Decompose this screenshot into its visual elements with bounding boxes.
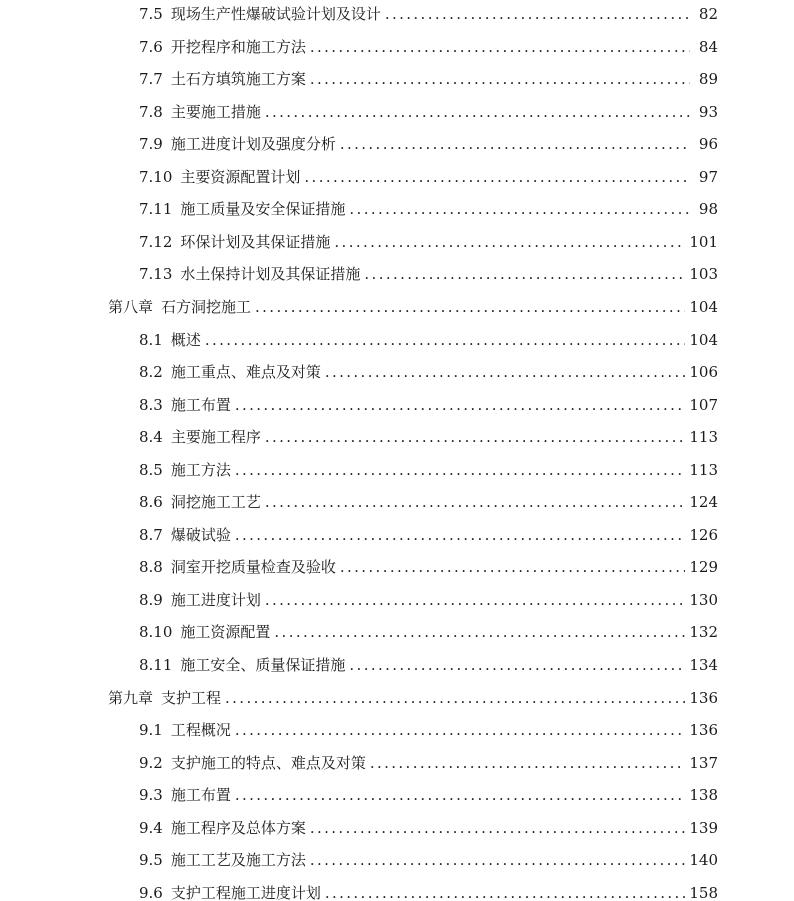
toc-entry-page-number: 138 xyxy=(689,786,718,805)
toc-section-entry[interactable] xyxy=(139,881,718,901)
toc-section-entry[interactable] xyxy=(139,653,718,677)
toc-entry-title: 施工布置 xyxy=(170,395,231,414)
toc-entry-title: 工程概况 xyxy=(170,721,231,740)
toc-entry-number: 8.9 xyxy=(139,590,163,609)
toc-entry-title: 施工质量及安全保证措施 xyxy=(180,200,346,219)
dot-leader xyxy=(364,262,685,286)
toc-entry-page-number: 103 xyxy=(689,265,718,284)
toc-section-entry[interactable] xyxy=(139,393,718,417)
toc-entry-title: 施工进度计划及强度分析 xyxy=(170,135,336,154)
toc-entry-title: 支护工程 xyxy=(161,688,222,707)
toc-entry-page-number: 113 xyxy=(689,460,718,479)
toc-section-entry[interactable] xyxy=(139,490,718,514)
toc-entry-number: 8.11 xyxy=(139,656,173,674)
toc-entry-number: 8.7 xyxy=(139,525,163,544)
toc-entry-number: 9.4 xyxy=(139,818,163,837)
toc-entry-title: 主要施工措施 xyxy=(170,102,261,121)
toc-entry-page-number: 82 xyxy=(698,5,718,23)
toc-section-entry[interactable] xyxy=(139,360,718,384)
toc-entry-number: 9.2 xyxy=(139,753,163,772)
toc-entry-page-number: 106 xyxy=(689,363,718,382)
dot-leader xyxy=(325,881,685,901)
toc-section-entry[interactable] xyxy=(139,425,718,449)
toc-entry-number: 8.3 xyxy=(139,395,163,414)
dot-leader xyxy=(310,67,690,91)
toc-entry-number: 第八章 xyxy=(108,297,154,316)
toc-entry-title: 施工安全、质量保证措施 xyxy=(180,656,346,674)
dot-leader xyxy=(274,620,685,644)
dot-leader xyxy=(235,458,685,482)
toc-section-entry[interactable] xyxy=(139,848,718,872)
toc-entry-title: 施工程序及总体方案 xyxy=(170,818,306,837)
toc-entry-number: 7.11 xyxy=(139,200,173,219)
toc-section-entry[interactable] xyxy=(139,523,718,547)
toc-entry-number: 7.6 xyxy=(139,37,163,56)
toc-entry-title: 开挖程序和施工方法 xyxy=(170,37,306,56)
dot-leader xyxy=(325,360,685,384)
toc-entry-page-number: 137 xyxy=(689,753,718,772)
toc-entry-title: 施工进度计划 xyxy=(170,590,261,609)
toc-entry-number: 8.1 xyxy=(139,330,163,349)
toc-entry-title: 洞挖施工工艺 xyxy=(170,493,261,512)
toc-entry-page-number: 129 xyxy=(689,558,718,577)
toc-entry-title: 施工方法 xyxy=(170,460,231,479)
toc-chapter-entry[interactable] xyxy=(108,686,718,710)
toc-entry-title: 石方洞挖施工 xyxy=(161,297,252,316)
toc-entry-number: 第九章 xyxy=(108,688,154,707)
toc-section-entry[interactable] xyxy=(139,718,718,742)
toc-section-entry[interactable] xyxy=(139,197,718,221)
toc-entry-number: 8.4 xyxy=(139,428,163,447)
toc-entry-title: 施工重点、难点及对策 xyxy=(170,363,321,382)
toc-section-entry[interactable] xyxy=(139,588,718,612)
dot-leader xyxy=(265,490,685,514)
toc-entry-page-number: 140 xyxy=(689,851,718,870)
dot-leader xyxy=(235,393,685,417)
dot-leader xyxy=(334,230,685,254)
toc-entry-page-number: 126 xyxy=(689,525,718,544)
toc-entry-number: 7.12 xyxy=(139,232,173,251)
dot-leader xyxy=(340,555,685,579)
toc-entry-title: 现场生产性爆破试验计划及设计 xyxy=(170,5,381,23)
toc-entry-page-number: 132 xyxy=(689,623,718,642)
toc-section-entry[interactable] xyxy=(139,35,718,59)
toc-entry-page-number: 130 xyxy=(689,590,718,609)
dot-leader xyxy=(225,686,685,710)
toc-entry-page-number: 113 xyxy=(689,428,718,447)
dot-leader xyxy=(235,523,685,547)
dot-leader xyxy=(235,783,685,807)
dot-leader xyxy=(310,816,685,840)
toc-section-entry[interactable] xyxy=(139,328,718,352)
toc-entry-page-number: 84 xyxy=(698,37,718,56)
toc-entry-number: 7.7 xyxy=(139,70,163,89)
toc-entry-title: 施工布置 xyxy=(170,786,231,805)
toc-entry-title: 主要资源配置计划 xyxy=(180,167,301,186)
dot-leader xyxy=(349,197,690,221)
toc-entry-title: 环保计划及其保证措施 xyxy=(180,232,331,251)
toc-entry-number: 9.5 xyxy=(139,851,163,870)
toc-entry-page-number: 136 xyxy=(689,721,718,740)
toc-entry-page-number: 136 xyxy=(689,688,718,707)
toc-chapter-entry[interactable] xyxy=(108,295,718,319)
toc-entry-title: 施工资源配置 xyxy=(180,623,271,642)
toc-section-entry[interactable] xyxy=(139,458,718,482)
dot-leader xyxy=(349,653,685,677)
toc-entry-page-number: 158 xyxy=(689,883,718,901)
toc-entry-title: 支护工程施工进度计划 xyxy=(170,883,321,901)
dot-leader xyxy=(385,2,690,26)
dot-leader xyxy=(340,132,690,156)
dot-leader xyxy=(265,425,685,449)
toc-entry-title: 水土保持计划及其保证措施 xyxy=(180,265,361,284)
toc-entry-page-number: 104 xyxy=(689,330,718,349)
toc-section-entry[interactable] xyxy=(139,100,718,124)
dot-leader xyxy=(265,100,690,124)
toc-entry-title: 概述 xyxy=(170,330,201,349)
dot-leader xyxy=(265,588,685,612)
toc-entry-number: 8.10 xyxy=(139,623,173,642)
toc-entry-title: 主要施工程序 xyxy=(170,428,261,447)
toc-entry-title: 土石方填筑施工方案 xyxy=(170,70,306,89)
toc-entry-number: 8.6 xyxy=(139,493,163,512)
toc-entry-title: 洞室开挖质量检查及验收 xyxy=(170,558,336,577)
toc-section-entry[interactable] xyxy=(139,67,718,91)
toc-entry-number: 7.13 xyxy=(139,265,173,284)
toc-section-entry[interactable] xyxy=(139,132,718,156)
toc-entry-title: 支护施工的特点、难点及对策 xyxy=(170,753,366,772)
toc-entry-page-number: 104 xyxy=(689,297,718,316)
toc-entry-number: 9.3 xyxy=(139,786,163,805)
dot-leader xyxy=(370,751,685,775)
dot-leader xyxy=(235,718,685,742)
toc-entry-title: 施工工艺及施工方法 xyxy=(170,851,306,870)
dot-leader xyxy=(205,328,685,352)
toc-section-entry[interactable] xyxy=(139,2,718,26)
toc-section-entry[interactable] xyxy=(139,555,718,579)
toc-section-entry[interactable] xyxy=(139,230,718,254)
toc-entry-number: 8.2 xyxy=(139,363,163,382)
toc-entry-number: 9.1 xyxy=(139,721,163,740)
toc-entry-page-number: 124 xyxy=(689,493,718,512)
toc-entry-page-number: 134 xyxy=(689,656,718,674)
toc-section-entry[interactable] xyxy=(139,783,718,807)
toc-entry-number: 7.10 xyxy=(139,167,173,186)
toc-entry-page-number: 93 xyxy=(698,102,718,121)
toc-section-entry[interactable] xyxy=(139,620,718,644)
toc-section-entry[interactable] xyxy=(139,751,718,775)
toc-entry-title: 爆破试验 xyxy=(170,525,231,544)
toc-entry-number: 8.5 xyxy=(139,460,163,479)
toc-entry-number: 7.5 xyxy=(139,5,163,23)
toc-section-entry[interactable] xyxy=(139,262,718,286)
dot-leader xyxy=(255,295,685,319)
toc-entry-page-number: 107 xyxy=(689,395,718,414)
toc-entry-page-number: 96 xyxy=(698,135,718,154)
toc-entry-number: 9.6 xyxy=(139,883,163,901)
toc-section-entry[interactable] xyxy=(139,165,718,189)
dot-leader xyxy=(310,848,685,872)
dot-leader xyxy=(310,35,690,59)
toc-entry-page-number: 89 xyxy=(698,70,718,89)
toc-entry-page-number: 101 xyxy=(689,232,718,251)
toc-entry-number: 7.9 xyxy=(139,135,163,154)
dot-leader xyxy=(304,165,690,189)
toc-entry-number: 7.8 xyxy=(139,102,163,121)
toc-entry-page-number: 98 xyxy=(698,200,718,219)
toc-entry-number: 8.8 xyxy=(139,558,163,577)
toc-section-entry[interactable] xyxy=(139,816,718,840)
toc-entry-page-number: 97 xyxy=(698,167,718,186)
toc-entry-page-number: 139 xyxy=(689,818,718,837)
